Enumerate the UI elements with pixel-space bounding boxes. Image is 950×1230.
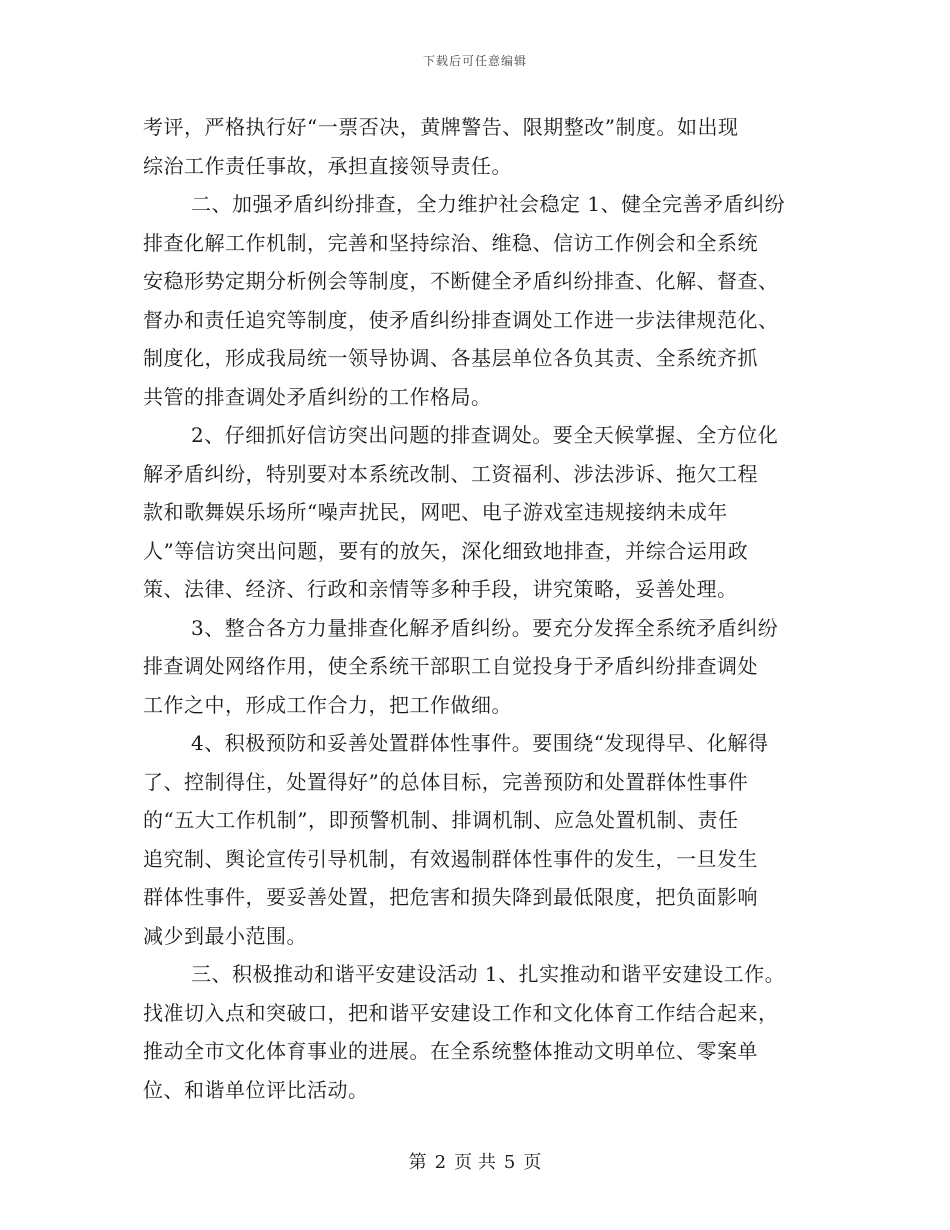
page-header: 下载后可任意编辑 bbox=[422, 54, 527, 68]
text-line: 减少到最小范围。 bbox=[143, 923, 307, 948]
text-line: 共管的排查调处矛盾纠纷的工作格局。 bbox=[143, 384, 492, 409]
text-line: 了、控制得住，处置得好”的总体目标，完善预防和处置群体性事件 bbox=[143, 769, 749, 794]
text-line: 二、加强矛盾纠纷排查，全力维护社会稳定 1、健全完善矛盾纠纷 bbox=[191, 192, 786, 216]
text-line: 款和歌舞娱乐场所“噪声扰民，网吧、电子游戏室违规接纳未成年 bbox=[143, 500, 728, 524]
document-body bbox=[143, 108, 813, 1109]
footer-prefix: 第 bbox=[408, 1152, 427, 1173]
page-number-current: 2 bbox=[434, 1152, 447, 1173]
page-number-total: 5 bbox=[503, 1152, 516, 1173]
text-line: 2、仔细抓好信访突出问题的排查调处。要全天候掌握、全方位化 bbox=[191, 423, 779, 447]
text-line: 推动全市文化体育事业的进展。在全系统整体推动文明单位、零案单 bbox=[143, 1039, 758, 1063]
text-line: 制度化，形成我局统一领导协调、各基层单位各负其责、全系统齐抓 bbox=[143, 346, 758, 370]
text-line: 位、和谐单位评比活动。 bbox=[143, 1077, 369, 1102]
text-line: 4、积极预防和妥善处置群体性事件。要围绕“发现得早、化解得 bbox=[191, 731, 769, 755]
text-line: 找准切入点和突破口，把和谐平安建设工作和文化体育工作结合起来， bbox=[143, 1000, 779, 1025]
text-line: 三、积极推动和谐平安建设活动 1、扎实推动和谐平安建设工作。 bbox=[191, 962, 786, 986]
text-line: 排查调处网络作用，使全系统干部职工自觉投身于矛盾纠纷排查调处 bbox=[143, 654, 758, 678]
footer-suffix: 页 bbox=[523, 1152, 542, 1173]
text-line: 安稳形势定期分析例会等制度，不断健全矛盾纠纷排查、化解、督查、 bbox=[143, 269, 779, 293]
page-footer bbox=[0, 1148, 950, 1174]
text-line: 追究制、舆论宣传引导机制，有效遏制群体性事件的发生，一旦发生 bbox=[143, 846, 758, 871]
text-line: 督办和责任追究等制度，使矛盾纠纷排查调处工作进一步法律规范化、 bbox=[143, 307, 779, 332]
text-line: 排查化解工作机制，完善和坚持综治、维稳、信访工作例会和全系统 bbox=[143, 230, 758, 255]
text-line: 工作之中，形成工作合力，把工作做细。 bbox=[143, 692, 512, 717]
text-line: 解矛盾纠纷，特别要对本系统改制、工资福利、涉法涉诉、拖欠工程 bbox=[143, 461, 758, 486]
text-line: 综治工作责任事故，承担直接领导责任。 bbox=[143, 153, 512, 178]
text-line: 考评，严格执行好“一票否决，黄牌警告、限期整改”制度。如出现 bbox=[143, 115, 739, 139]
text-line: 策、法律、经济、行政和亲情等多种手段，讲究策略，妥善处理。 bbox=[143, 577, 738, 601]
text-line: 的“五大工作机制”，即预警机制、排调机制、应急处置机制、责任 bbox=[143, 808, 739, 832]
footer-middle: 页 共 bbox=[454, 1152, 496, 1173]
text-line: 人”等信访突出问题，要有的放矢，深化细致地排查，并综合运用政 bbox=[143, 538, 749, 563]
text-line: 3、整合各方力量排查化解矛盾纠纷。要充分发挥全系统矛盾纠纷 bbox=[191, 615, 779, 640]
text-line: 群体性事件，要妥善处置，把危害和损失降到最低限度，把负面影响 bbox=[143, 885, 758, 909]
